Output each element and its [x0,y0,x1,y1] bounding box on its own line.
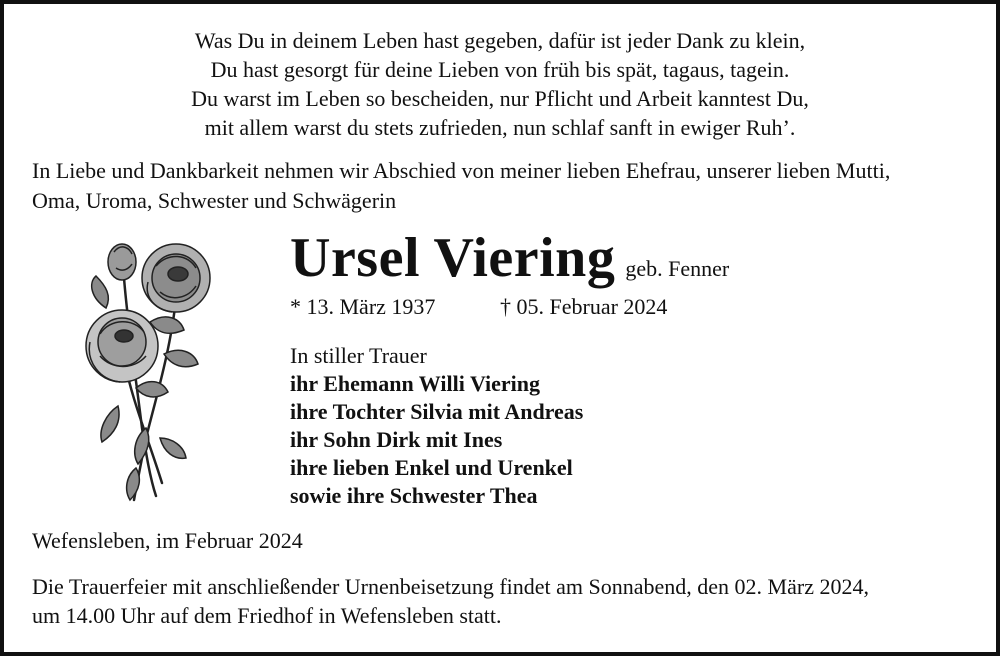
intro-line: Oma, Uroma, Schwester und Schwägerin [32,188,397,213]
mourner-line: ihr Sohn Dirk mit Ines [290,427,503,452]
funeral-line: um 14.00 Uhr auf dem Friedhof in Wefensleben statt. [32,603,502,628]
poem-line: Was Du in deinem Leben hast gegeben, dafür ist jeder Dank zu klein, [194,28,806,53]
intro-text [32,156,982,216]
birth-date: * 13. März 1937 [290,294,436,319]
mourner-line: ihre Tochter Silvia mit Andreas [290,399,584,424]
maiden-name: geb. Fenner [625,256,730,281]
poem-line: mit allem warst du stets zufrieden, nun schlaf sanft in ewiger Ruh’. [204,115,796,140]
intro-line: In Liebe und Dankbarkeit nehmen wir Abschied von meiner lieben Ehefrau, unserer lieben Mutti, [32,158,891,183]
mourner-line: ihre lieben Enkel und Urenkel [290,455,573,480]
mourners-list [290,342,583,510]
funeral-line: Die Trauerfeier mit anschließender Urnenbeisetzung findet am Sonnabend, den 02. März 2024, [32,574,869,599]
poem-line: Du hast gesorgt für deine Lieben von früh bis spät, tagaus, tagein. [210,57,790,82]
funeral-info [32,572,982,630]
mourner-line: sowie ihre Schwester Thea [290,483,538,508]
death-date: † 05. Februar 2024 [500,294,668,319]
mourner-line: ihr Ehemann Willi Viering [290,371,541,396]
place-and-date: Wefensleben, im Februar 2024 [32,528,303,553]
life-dates [290,294,668,320]
poem [4,26,996,142]
mourners-heading: In stiller Trauer [290,343,427,368]
poem-line: Du warst im Leben so bescheiden, nur Pflicht und Arbeit kanntest Du, [191,86,809,111]
deceased-name-line [290,226,729,290]
roses-icon [76,238,226,506]
deceased-name: Ursel Viering [290,227,616,289]
